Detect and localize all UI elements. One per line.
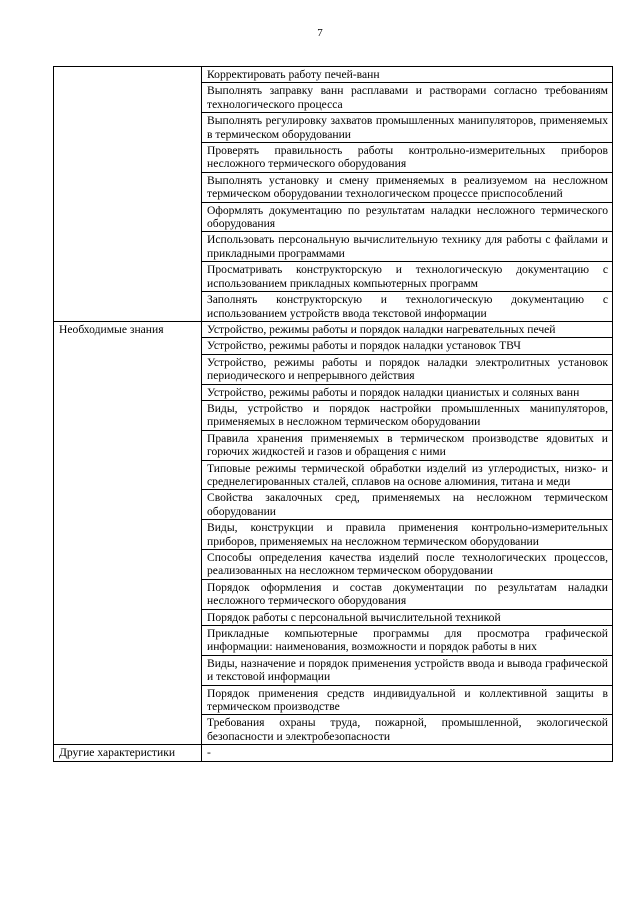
requirement-cell [202, 490, 613, 520]
requirement-cell [202, 113, 613, 143]
requirement-cell [202, 202, 613, 232]
requirement-text: Оформлять документацию по результатам наладки несложного термического оборудования [207, 203, 608, 231]
table-row [54, 67, 613, 83]
requirement-text: Порядок оформления и состав документации по результатам наладки несложного термического оборудования [207, 580, 608, 608]
requirement-text: Просматривать конструкторскую и технологическую документацию с использованием прикладных компьютерных программ [207, 263, 608, 290]
requirement-cell [202, 579, 613, 609]
requirement-cell [202, 460, 613, 490]
page-number: 7 [317, 27, 323, 39]
requirement-cell [202, 550, 613, 580]
requirement-cell [202, 83, 613, 113]
requirement-cell [202, 292, 613, 322]
section-label: Необходимые знания [54, 321, 202, 744]
requirement-text: Устройство, режимы работы и порядок наладки установок ТВЧ [207, 339, 521, 353]
requirement-cell [202, 520, 613, 550]
requirement-cell [202, 67, 613, 83]
table-body [54, 67, 613, 762]
requirement-text: Виды, назначение и порядок применения устройств ввода и вывода графической и текстовой информации [207, 656, 608, 684]
requirement-text: Правила хранения применяемых в термическом производстве ядовитых и горючих жидкостей и газов и обращения с ними [207, 431, 608, 459]
requirement-cell [202, 626, 613, 656]
requirement-cell [202, 685, 613, 715]
requirement-cell [202, 338, 613, 354]
requirement-cell [202, 609, 613, 625]
requirement-text: Заполнять конструкторскую и технологическую документацию с использованием устройств ввода текстовой информации [207, 293, 608, 320]
requirement-cell [202, 321, 613, 337]
requirement-text: Устройство, режимы работы и порядок наладки нагревательных печей [207, 322, 556, 336]
requirement-text: Требования охраны труда, пожарной, промышленной, экологической безопасности и электробезопасности [207, 716, 608, 743]
requirement-cell [202, 232, 613, 262]
requirement-cell [202, 430, 613, 460]
requirement-text: Выполнять заправку ванн расплавами и растворами согласно требованиям технологического процесса [207, 84, 608, 111]
requirement-cell [202, 143, 613, 173]
requirement-text: - [207, 746, 211, 760]
requirement-text: Использовать персональную вычислительную технику для работы с файлами и прикладными программами [207, 233, 608, 260]
table-row [54, 321, 613, 337]
requirement-cell [202, 655, 613, 685]
requirement-text: Способы определения качества изделий после технологических процессов, реализованных на несложном термическом оборудовании [207, 551, 608, 578]
requirement-text: Устройство, режимы работы и порядок наладки электролитных установок периодического и непрерывного действия [207, 355, 608, 383]
requirement-cell [202, 262, 613, 292]
requirement-text: Устройство, режимы работы и порядок наладки цианистых и соляных ванн [207, 385, 580, 399]
requirement-text: Свойства закалочных сред, применяемых на несложном термическом оборудовании [207, 491, 608, 518]
requirement-text: Порядок работы с персональной вычислительной техникой [207, 610, 501, 624]
requirement-text: Порядок применения средств индивидуальной и коллективной защиты в термическом производстве [207, 686, 608, 714]
requirement-text: Прикладные компьютерные программы для просмотра графической информации: наименования, возможности и порядок работы в них [207, 627, 608, 654]
requirement-text: Виды, устройство и порядок настройки промышленных манипуляторов, применяемых в несложном термическом оборудовании [207, 401, 608, 429]
requirement-cell [202, 400, 613, 430]
requirement-cell [202, 354, 613, 384]
requirement-cell [202, 172, 613, 202]
requirement-text: Выполнять регулировку захватов промышленных манипуляторов, применяемых в термическом оборудовании [207, 114, 608, 141]
requirement-text: Проверять правильность работы контрольно-измерительных приборов несложного термического оборудования [207, 144, 608, 171]
section-label: Другие характеристики [54, 745, 202, 761]
requirement-cell [202, 745, 613, 761]
table-row [54, 745, 613, 761]
requirement-text: Типовые режимы термической обработки изделий из углеродистых, низко- и среднелегированных сталей, сплавов на основе алюминия, титана и меди [207, 461, 608, 488]
competency-table [53, 66, 613, 762]
requirement-cell [202, 715, 613, 745]
requirement-text: Виды, конструкции и правила применения контрольно-измерительных приборов, применяемых на несложном термическом оборудовании [207, 521, 608, 548]
requirement-text: Выполнять установку и смену применяемых в реализуемом на несложном термическом оборудовании технологическом процессе приспособлений [207, 173, 608, 201]
requirement-text: Корректировать работу печей-ванн [207, 68, 380, 81]
requirement-cell [202, 384, 613, 400]
section-label [54, 67, 202, 322]
